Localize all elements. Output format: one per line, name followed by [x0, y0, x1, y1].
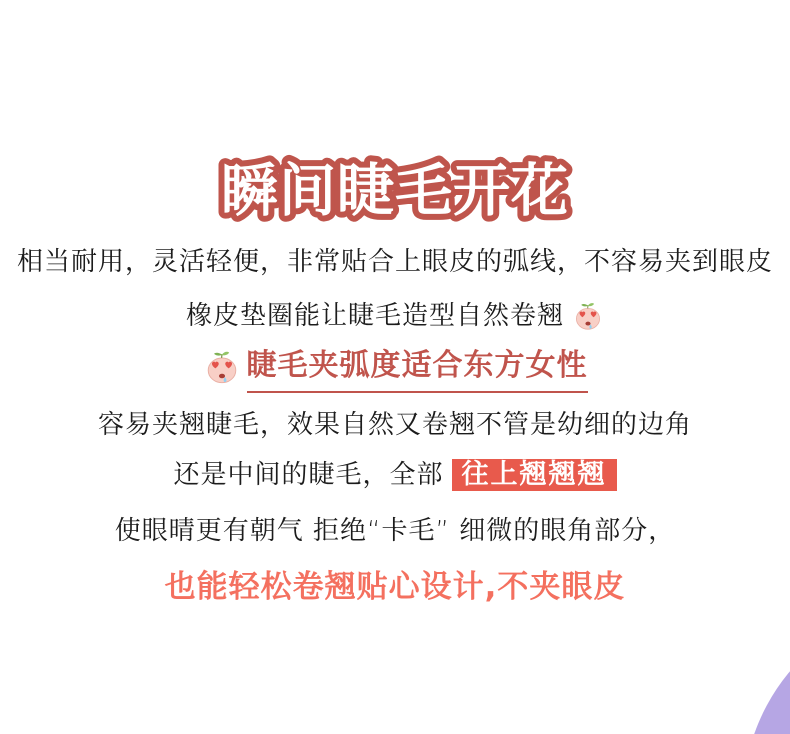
body-line-rubber-pad	[186, 300, 604, 332]
heart-eyes-peach-emoji-icon	[572, 300, 604, 332]
body-line-eye-corner: 使眼晴更有朝气 拒绝“卡毛” 细微的眼角部分，	[114, 516, 676, 546]
page-title-art	[185, 140, 605, 232]
feature-heading-row	[203, 350, 588, 393]
closing-line: 也能轻松卷翘贴心设计,不夹眼皮	[164, 569, 626, 605]
page-title: 瞬间睫毛开花	[221, 158, 569, 224]
body-line-curl-effect: 容易夹翘睫毛，效果自然又卷翘不管是幼细的边角	[97, 410, 692, 440]
body-line-durable: 相当耐用，灵活轻便，非常贴合上眼皮的弧线，不容易夹到眼皮	[16, 247, 773, 277]
heart-eyes-peach-emoji-icon	[203, 348, 241, 386]
body-line-rubber-pad-text: 橡皮垫圈能让睫毛造型自然卷翘	[185, 301, 564, 331]
purple-decoration-circle	[743, 600, 790, 734]
body-line-middle-lashes	[173, 459, 616, 491]
body-line-middle-lashes-text: 还是中间的睫毛，全部	[173, 460, 444, 490]
highlight-chip: 往上翘翘翘	[452, 459, 617, 491]
feature-heading: 睫毛夹弧度适合东方女性	[247, 350, 588, 393]
